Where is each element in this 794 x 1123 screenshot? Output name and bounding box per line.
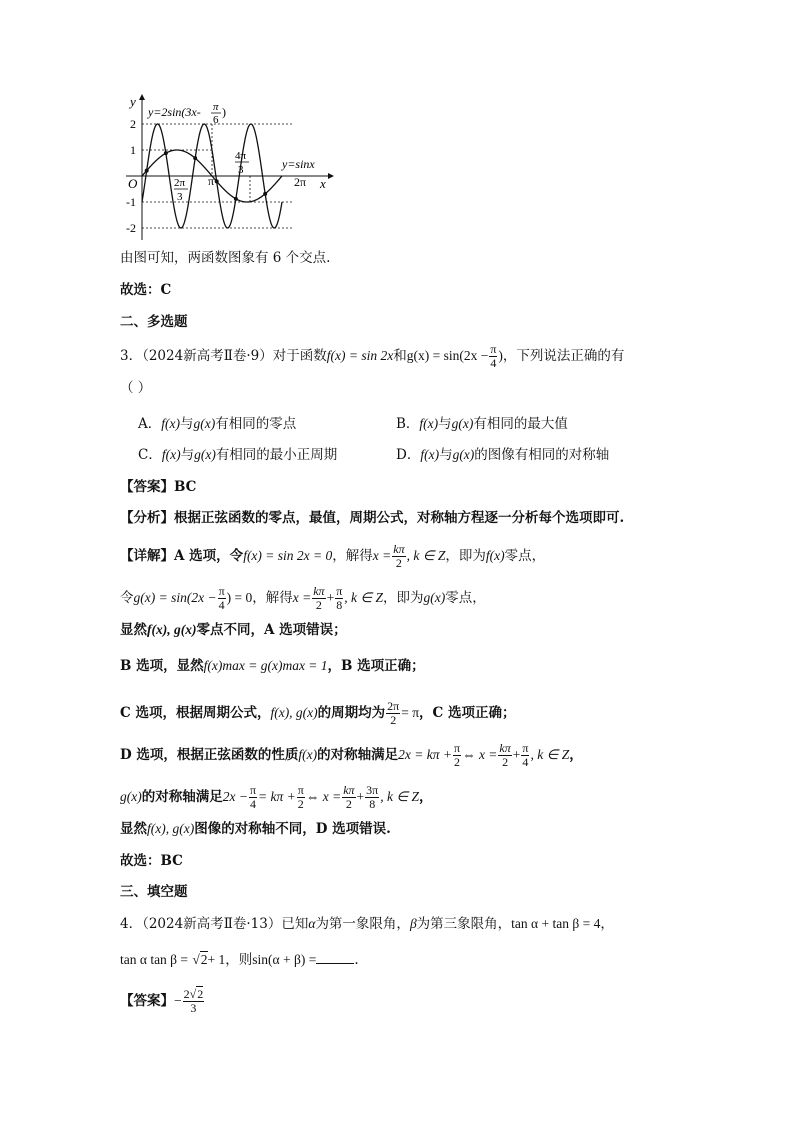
q3-detail-3: 显然f(x), g(x)零点不同，A 选项错误； [120, 622, 347, 638]
tick-2pi3-den: 3 [177, 191, 183, 203]
tick-y-m2: -2 [126, 221, 136, 235]
q3-answer: 【答案】BC [120, 479, 197, 495]
q3-detail-5: C 选项，根据周期公式，f(x), g(x)的周期均为 $\frac{2\pi}{2}$ = π，C 选项正确； [120, 699, 516, 727]
q4-answer: 【答案】− $\frac{2√2}{3}$ [120, 987, 204, 1015]
curve-a-label: y=2sin(3x- [148, 105, 201, 119]
q2-conclusion: 由图可知，两函数图象有 6 个交点. [120, 250, 331, 266]
q3-detail-8: 显然f(x), g(x)图像的对称轴不同，D 选项错误. [120, 821, 391, 837]
q2-answer: 故选：C [120, 282, 172, 298]
tick-y-m1: -1 [126, 195, 136, 209]
q4-stem-2: tan α tan β = √2+ 1，则sin(α + β) = . [120, 952, 359, 968]
q3-detail-7: g(x)的对称轴满足2x − $\frac{\pi}{4}$ = kπ + $\frac{\pi}{2}$ ⇔ x = $\frac{k\pi}{2}$ + $\frac{3\pi}{8}$ , k ∈ Z， [120, 783, 433, 811]
intersection-point-3 [193, 156, 197, 160]
intersection-point-1 [145, 169, 149, 173]
tick-4pi3-den: 3 [238, 164, 244, 176]
tick-y-1: 1 [130, 143, 136, 157]
curve-b-label: y=sinx [282, 157, 315, 171]
curve-a-label-den: 6 [213, 114, 219, 126]
tick-y-2: 2 [130, 117, 136, 131]
intersection-point-5 [234, 197, 238, 201]
q3-option-d: D．f(x)与g(x)的图像有相同的对称轴 [396, 447, 610, 463]
q4-stem-1: 4．（2024新高考Ⅱ卷·13）已知α为第一象限角，β为第三象限角，tan α + tan β = 4， [120, 916, 614, 932]
q3-stem: 3．（2024新高考Ⅱ卷·9）对于函数f(x) = sin 2x和g(x) = sin(2x − $\frac{\pi}{4}$ )，下列说法正确的有 [120, 342, 625, 370]
q3-analysis: 【分析】根据正弦函数的零点，最值，周期公式，对称轴方程逐一分析每个选项即可. [120, 510, 625, 526]
tick-pi: π [208, 174, 215, 188]
q3-option-a: A．f(x)与g(x)有相同的零点 [138, 416, 297, 432]
function-graph-figure [118, 88, 338, 248]
tick-2pi: 2π [294, 175, 307, 189]
curve-a-label-num: π [213, 101, 219, 113]
q3-detail-1: 【详解】A 选项，令f(x) = sin 2x = 0，解得x = $\frac{k\pi}{2}$ , k ∈ Z，即为f(x)零点， [120, 542, 546, 570]
tick-4pi3-num: 4π [235, 150, 247, 162]
intersection-point-6 [263, 192, 267, 196]
section3-title: 三、填空题 [120, 884, 188, 900]
q3-option-c: C．f(x)与g(x)有相同的最小正周期 [138, 447, 338, 463]
q4-answer-blank [316, 951, 354, 964]
q3-final: 故选：BC [120, 853, 183, 869]
y-axis-arrow [139, 94, 145, 100]
q3-detail-2: 令g(x) = sin(2x − $\frac{\pi}{4}$ ) = 0，解得x = $\frac{k\pi}{2}$ + $\frac{\pi}{8}$ , k ∈ Z，即为g(x)零点， [120, 584, 486, 612]
x-axis-label: x [320, 176, 326, 191]
section2-title: 二、多选题 [120, 314, 188, 330]
intersection-point-2 [164, 151, 168, 155]
q3-detail-6: D 选项，根据正弦函数的性质f(x)的对称轴满足2x = kπ + $\frac{\pi}{2}$ ⇔ x = $\frac{k\pi}{2}$ + $\frac{\pi}{4}$ , k ∈ Z， [120, 741, 583, 769]
q3-option-b: B．f(x)与g(x)有相同的最大值 [396, 416, 568, 432]
tick-2pi3-num: 2π [174, 177, 186, 189]
x-axis-arrow [328, 173, 334, 179]
origin-label: O [128, 176, 138, 191]
y-axis-label: y [130, 94, 136, 109]
q3-paren: （ ） [120, 380, 152, 396]
q3-f-def: f(x) = sin 2x [326, 348, 394, 363]
q3-detail-4: B 选项，显然f(x)max = g(x)max = 1，B 选项正确； [120, 658, 425, 674]
intersection-point-4 [215, 179, 219, 183]
curve-a-label-close: ) [222, 105, 226, 119]
